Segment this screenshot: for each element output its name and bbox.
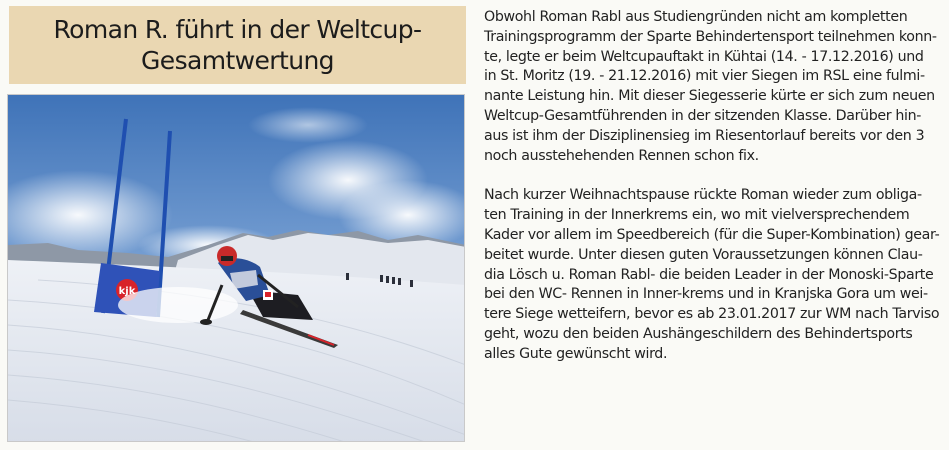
article-body	[484, 8, 940, 365]
ski-race-photo	[7, 94, 465, 442]
article-paragraph-1	[484, 8, 940, 166]
text-line: in St. Moritz (19. - 21.12.2016) mit vier Siegen im RSL eine fulmi-	[484, 68, 925, 85]
article-paragraph-2	[484, 186, 940, 364]
text-line: bei den WC- Rennen in Inner-krems und in Kranjska Gora um wei-	[484, 286, 928, 303]
text-line: alles Gute gewünscht wird.	[484, 345, 668, 362]
text-line: tere Siege wetteifern, bevor es ab 23.01.2017 zur WM nach Tarviso	[484, 306, 940, 323]
headline-box	[9, 6, 466, 84]
text-line: Nach kurzer Weihnachtspause rückte Roman wieder zum obliga-	[484, 187, 922, 204]
text-line: te, legte er beim Weltcupauftakt in Kühtai (14. - 17.12.2016) und	[484, 48, 924, 65]
text-line: ten Training in der Innerkrems ein, wo mit vielversprechendem	[484, 207, 910, 224]
text-line: Weltcup-Gesamtführenden in der sitzenden Klasse. Darüber hin-	[484, 107, 922, 124]
text-line: Trainingsprogramm der Sparte Behindertensport teilnehmen konn-	[484, 28, 937, 45]
headline-line-2: Gesamtwertung	[141, 46, 334, 75]
banner-logo-text: kjk	[118, 286, 136, 297]
text-line: Obwohl Roman Rabl aus Studiengründen nicht am kompletten	[484, 9, 908, 25]
text-line: beitet wurde. Unter diesen guten Voraussetzungen können Clau-	[484, 246, 923, 263]
text-line: noch ausstehehenden Rennen schon fix.	[484, 147, 759, 164]
text-line: Kader vor allem im Speedbereich (für die Super-Kombination) gear-	[484, 226, 940, 243]
text-line: nante Leistung hin. Mit dieser Siegesserie kürte er sich zum neuen	[484, 88, 935, 105]
text-line: dia Lösch u. Roman Rabl- die beiden Leader in der Monoski-Sparte	[484, 266, 934, 283]
text-line: geht, wozu den beiden Aushängeschildern des Behindertsports	[484, 325, 913, 342]
text-line: aus ist ihm der Disziplinensieg im Riesentorlauf bereits vor den 3	[484, 127, 925, 144]
headline-line-1: Roman R. führt in der Weltcup-	[53, 15, 422, 44]
